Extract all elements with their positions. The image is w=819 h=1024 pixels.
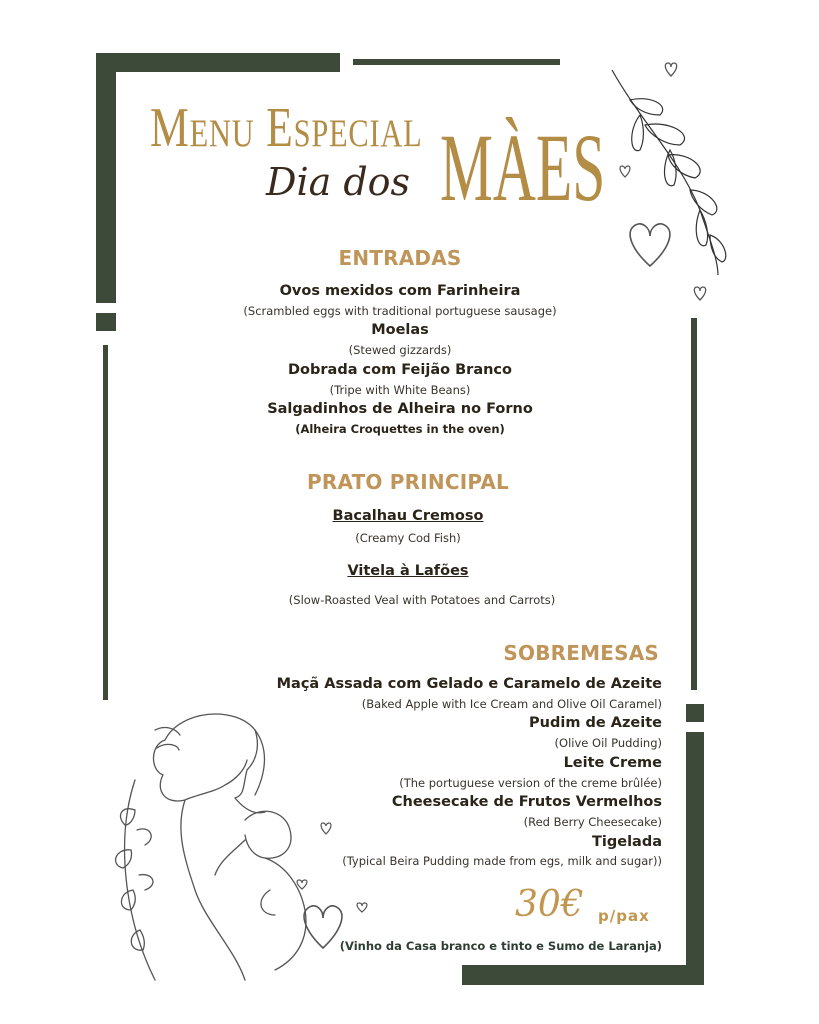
menu-item-desc: (Olive Oil Pudding) — [554, 736, 662, 751]
section-heading-prato-principal: PRATO PRINCIPAL — [307, 470, 509, 494]
menu-item-name: Maçã Assada com Gelado e Caramelo de Azeite — [276, 676, 662, 692]
menu-item-desc: (Stewed gizzards) — [348, 343, 452, 358]
menu-item-name: Moelas — [371, 322, 429, 339]
entradas-list — [150, 282, 650, 440]
frame-left-square — [96, 313, 116, 331]
heart-icon — [691, 284, 709, 302]
frame-left-thin-line — [103, 345, 108, 700]
menu-item-desc: (Typical Beira Pudding made from egs, milk and sugar)) — [342, 854, 662, 869]
heart-icon — [355, 900, 369, 914]
price-amount: 30€ — [515, 884, 584, 925]
heart-icon — [318, 820, 334, 836]
frame-top-left-horizontal — [96, 53, 340, 72]
menu-item-desc: (Tripe with White Beans) — [329, 382, 471, 397]
heart-icon — [618, 163, 632, 179]
title-dia-dos: Dia dos — [266, 160, 411, 204]
menu-item-name: Pudim de Azeite — [529, 715, 662, 732]
menu-item-desc: (Scrambled eggs with traditional portuguese sausage) — [243, 303, 557, 318]
frame-right-square — [686, 704, 704, 722]
menu-item-name: Tigelada — [592, 833, 662, 850]
frame-bottom-right-horizontal — [462, 965, 704, 985]
menu-item-name: Leite Creme — [563, 754, 662, 771]
menu-item-desc: (Red Berry Cheesecake) — [523, 814, 662, 829]
menu-item-desc: (Baked Apple with Ice Cream and Olive Oil Caramel) — [361, 696, 662, 711]
section-heading-sobremesas: SOBREMESAS — [503, 641, 659, 665]
frame-top-left-vertical — [96, 53, 116, 303]
menu-item-desc: (Slow-Roasted Veal with Potatoes and Carrots) — [288, 593, 556, 607]
section-heading-entradas: ENTRADAS — [338, 246, 462, 270]
heart-icon — [662, 60, 680, 78]
menu-item-name: Ovos mexidos com Farinheira — [279, 283, 521, 299]
frame-right-thin-line — [691, 318, 697, 690]
price-unit: p/pax — [598, 907, 650, 925]
heart-icon — [295, 877, 309, 891]
menu-item-name: Salgadinhos de Alheira no Forno — [267, 401, 533, 418]
menu-item-name: Dobrada com Feijão Branco — [288, 361, 512, 378]
price-includes: (Vinho da Casa branco e tinto e Sumo de Laranja) — [339, 939, 662, 953]
menu-item-name: Bacalhau Cremoso — [332, 508, 484, 524]
heart-icon — [298, 900, 348, 952]
title-maes: MÀES — [440, 114, 606, 221]
menu-item-name: Vitela à Lafões — [347, 563, 469, 579]
menu-item-desc: (Alheira Croquettes in the oven) — [295, 421, 505, 436]
frame-bottom-right-vertical — [686, 732, 704, 985]
title-menu-especial: Menu Especial — [150, 97, 423, 159]
menu-item-desc: (Creamy Cod Fish) — [355, 531, 461, 545]
menu-item-name: Cheesecake de Frutos Vermelhos — [391, 794, 662, 811]
frame-top-thin-line — [353, 59, 560, 65]
menu-item-desc: (The portuguese version of the creme brûlée) — [399, 775, 662, 790]
heart-icon — [624, 218, 676, 270]
